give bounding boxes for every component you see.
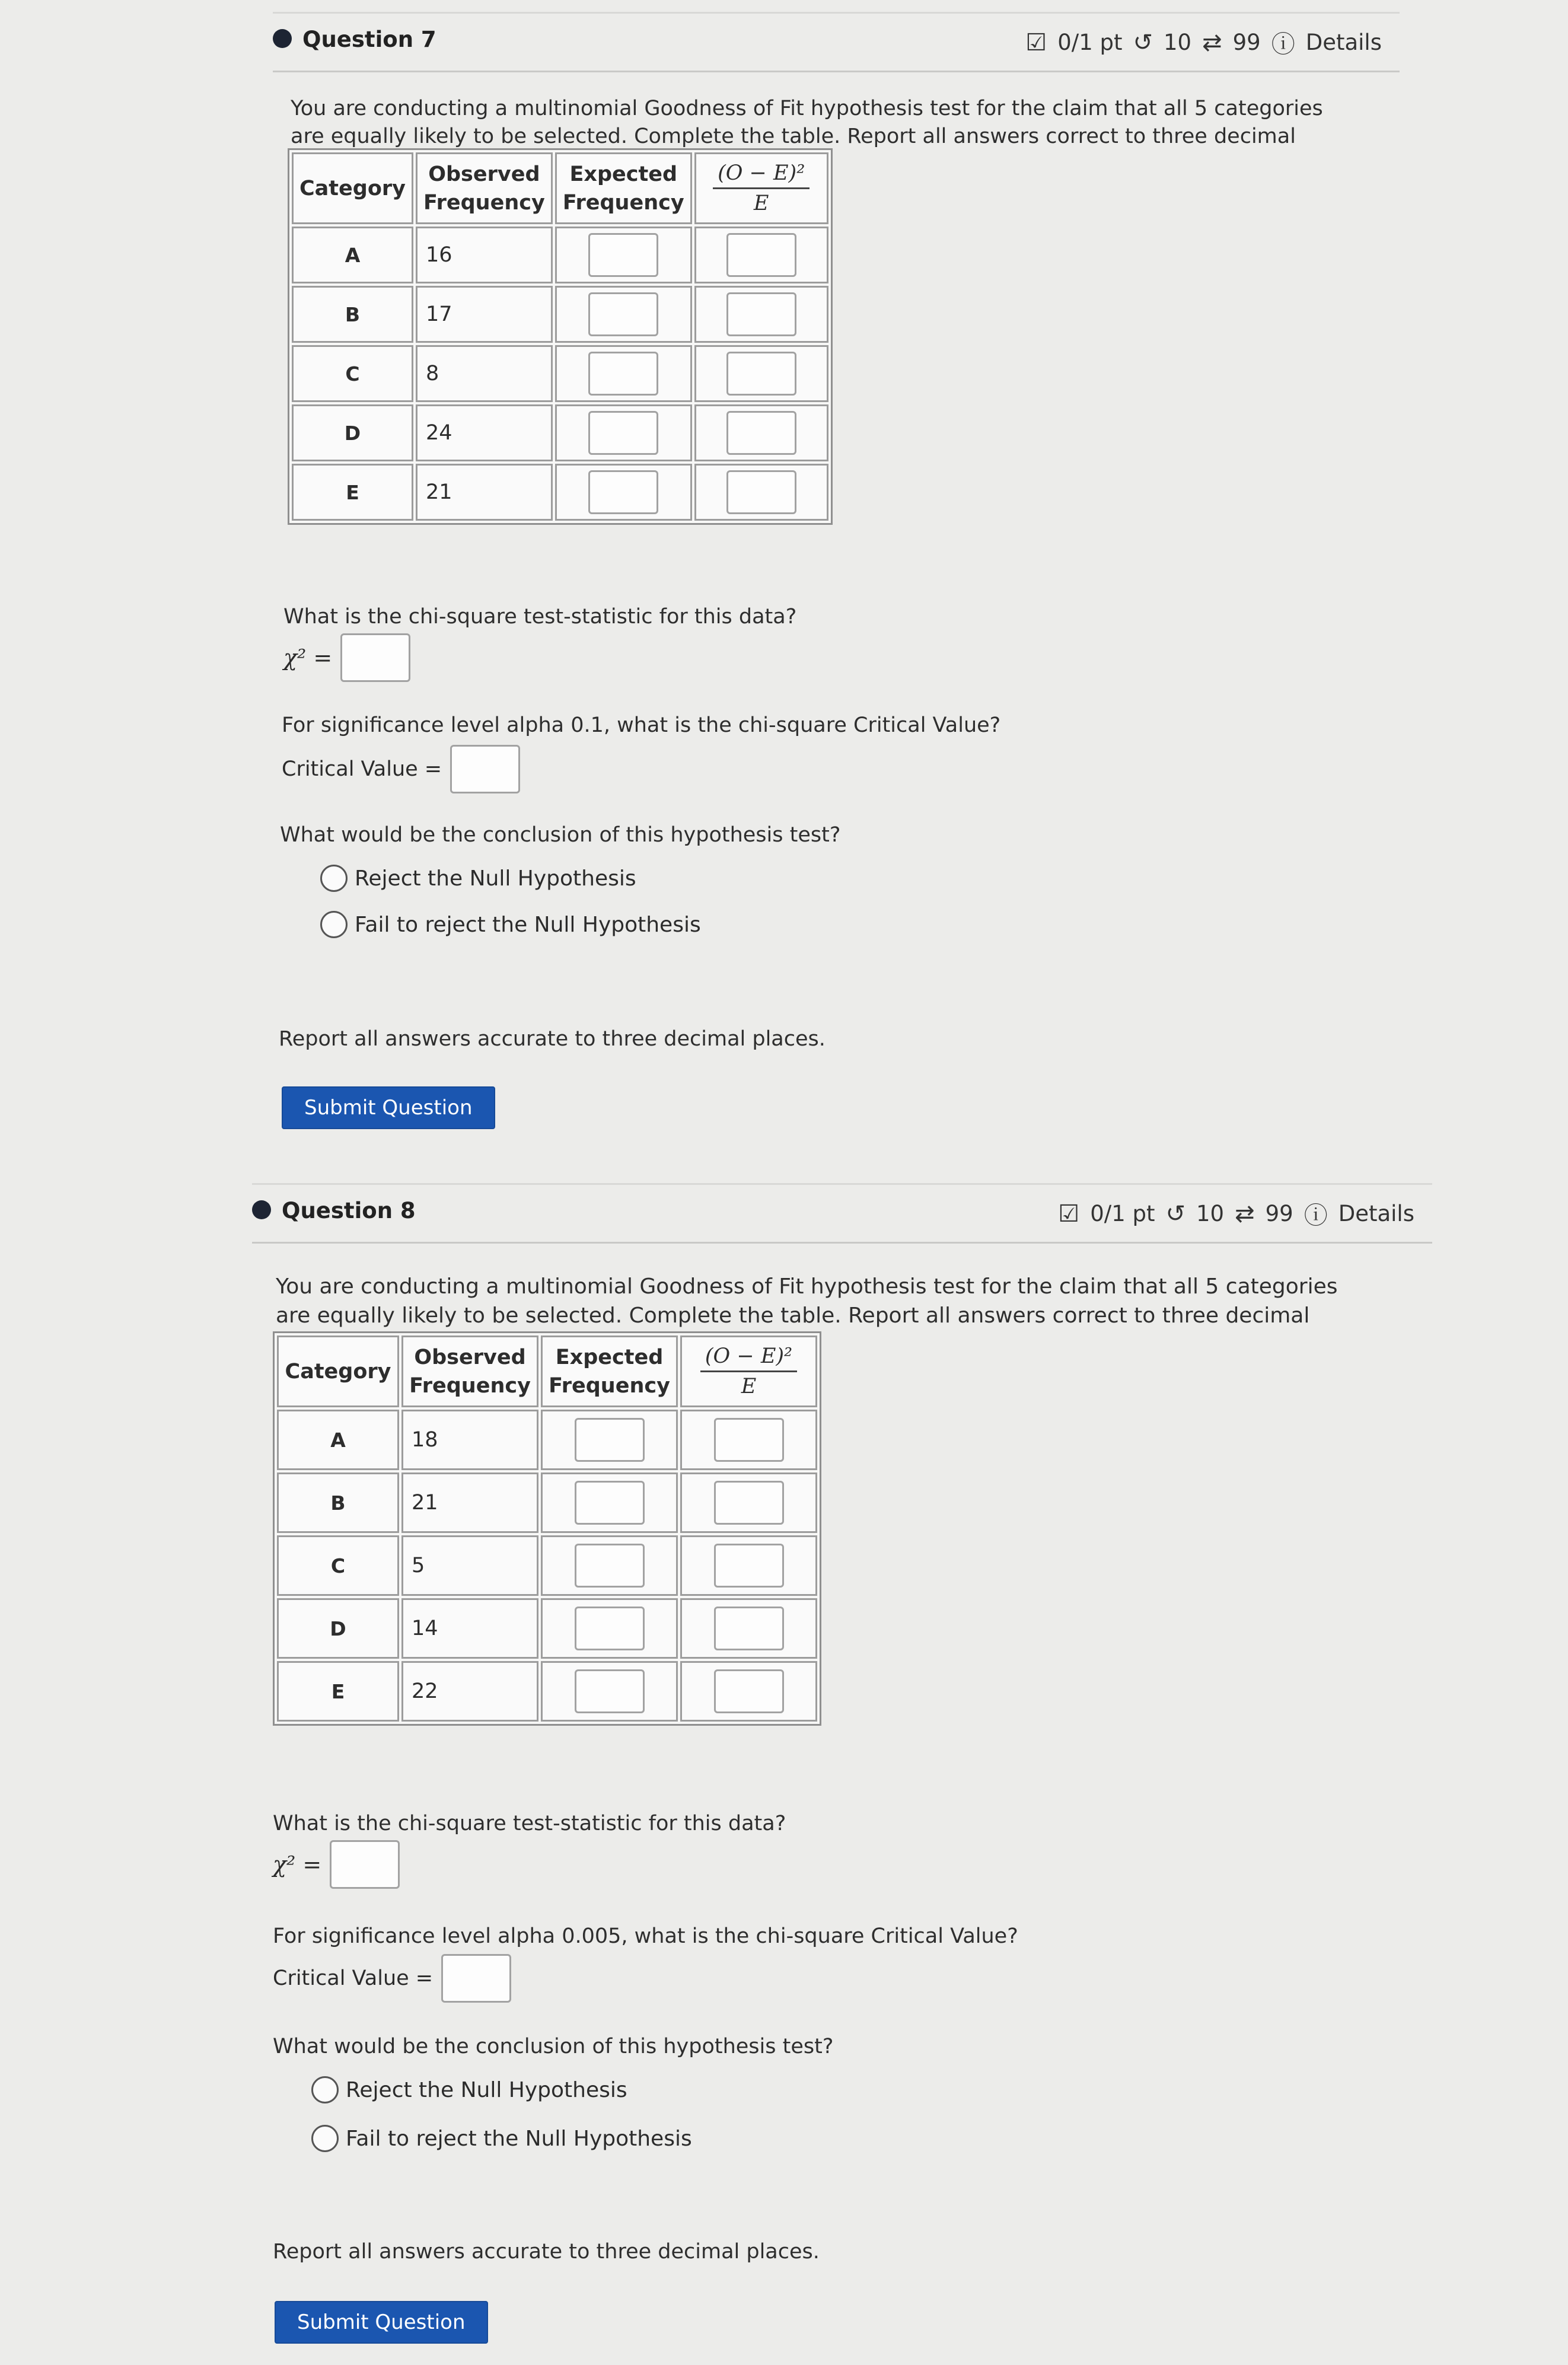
- checkbox-edit-icon: ☑: [1058, 1200, 1080, 1228]
- retries-text: 99: [1265, 1201, 1293, 1226]
- contribution-input[interactable]: [726, 411, 796, 455]
- contribution-input[interactable]: [726, 233, 796, 277]
- category-cell: E: [277, 1661, 399, 1722]
- info-icon[interactable]: ⓘ: [1304, 1202, 1328, 1229]
- formula-numerator: (O − E)²: [700, 1342, 797, 1372]
- bullet-icon: [273, 29, 292, 48]
- critical-value-label: Critical Value =: [282, 757, 442, 781]
- critical-value-input[interactable]: [441, 1954, 511, 2003]
- frequency-table: [273, 1331, 821, 1726]
- expected-cell: [555, 464, 692, 521]
- formula-fraction: [713, 159, 810, 218]
- expected-cell: [555, 286, 692, 343]
- category-cell: B: [277, 1472, 399, 1533]
- repeat-icon: ⇄: [1202, 28, 1222, 56]
- expected-line-2: Frequency: [549, 1373, 670, 1398]
- undo-icon: ↺: [1133, 28, 1153, 56]
- observed-cell: 18: [401, 1410, 538, 1470]
- expected-input[interactable]: [575, 1544, 645, 1588]
- question-title: Question 8: [282, 1198, 416, 1223]
- question-8: [252, 1183, 1432, 2345]
- observed-cell: 21: [401, 1472, 538, 1533]
- details-link[interactable]: Details: [1305, 30, 1382, 55]
- bullet-icon: [252, 1200, 271, 1219]
- critical-value-input[interactable]: [450, 745, 520, 793]
- radio-fail-to-reject[interactable]: [320, 911, 701, 938]
- critical-value-prompt: For significance level alpha 0.1, what is the chi-square Critical Value?: [282, 713, 1001, 737]
- col-header-observed: [401, 1336, 538, 1407]
- question-meta: [1025, 26, 1382, 59]
- category-cell: C: [277, 1535, 399, 1596]
- col-header-category: Category: [292, 152, 413, 224]
- undo-icon: ↺: [1165, 1200, 1186, 1228]
- radio-circle[interactable]: [320, 911, 348, 938]
- expected-input[interactable]: [588, 411, 658, 455]
- expected-input[interactable]: [588, 233, 658, 277]
- stat-row: [273, 1840, 400, 1889]
- contribution-input[interactable]: [726, 292, 796, 336]
- col-header-expected: [555, 152, 692, 224]
- contribution-cell: [680, 1472, 817, 1533]
- category-cell: D: [277, 1598, 399, 1659]
- expected-line-1: Expected: [555, 1345, 664, 1369]
- expected-input[interactable]: [588, 292, 658, 336]
- checkbox-edit-icon: ☑: [1025, 28, 1047, 56]
- expected-input[interactable]: [575, 1418, 645, 1462]
- conclusion-prompt: What would be the conclusion of this hypothesis test?: [273, 2035, 834, 2058]
- observed-line-2: Frequency: [423, 190, 545, 215]
- observed-cell: 21: [416, 464, 553, 521]
- observed-cell: 14: [401, 1598, 538, 1659]
- question-header: [252, 1183, 1432, 1244]
- stat-prompt: What is the chi-square test-statistic for this data?: [283, 605, 797, 629]
- radio-reject[interactable]: [311, 2076, 627, 2103]
- col-header-formula: [694, 152, 828, 224]
- radio-label: Fail to reject the Null Hypothesis: [346, 2126, 692, 2151]
- contribution-cell: [694, 404, 828, 461]
- points-text: 0/1 pt: [1057, 30, 1123, 55]
- category-cell: C: [292, 345, 413, 402]
- expected-cell: [555, 345, 692, 402]
- category-cell: E: [292, 464, 413, 521]
- contribution-cell: [680, 1410, 817, 1470]
- expected-cell: [541, 1598, 678, 1659]
- expected-input[interactable]: [575, 1481, 645, 1525]
- frequency-table: [288, 148, 833, 525]
- contribution-input[interactable]: [714, 1418, 784, 1462]
- category-cell: A: [292, 227, 413, 283]
- chi-square-label: χ² =: [273, 1851, 322, 1878]
- points-text: 0/1 pt: [1090, 1201, 1155, 1226]
- expected-cell: [555, 404, 692, 461]
- radio-fail-to-reject[interactable]: [311, 2125, 692, 2152]
- question-header: [273, 12, 1400, 72]
- expected-cell: [555, 227, 692, 283]
- observed-line-1: Observed: [428, 162, 540, 186]
- col-header-expected: [541, 1336, 678, 1407]
- contribution-cell: [680, 1661, 817, 1722]
- question-7: [273, 12, 1400, 1139]
- conclusion-prompt: What would be the conclusion of this hypothesis test?: [280, 823, 841, 847]
- chi-square-label: χ² =: [283, 645, 333, 671]
- radio-label: Reject the Null Hypothesis: [346, 2077, 627, 2102]
- expected-cell: [541, 1535, 678, 1596]
- formula-denominator: E: [753, 192, 769, 215]
- question-intro: You are conducting a multinomial Goodness of Fit hypothesis test for the claim that all 5 categories are equally likely to be selected. Complete the table. Report all answers correct to three decimal: [291, 97, 1323, 148]
- observed-cell: 17: [416, 286, 553, 343]
- expected-input[interactable]: [588, 352, 658, 396]
- report-note: Report all answers accurate to three decimal places.: [279, 1027, 826, 1051]
- observed-line-2: Frequency: [409, 1373, 531, 1398]
- radio-circle[interactable]: [311, 2076, 339, 2103]
- critical-value-label: Critical Value =: [273, 1966, 434, 1990]
- observed-line-1: Observed: [414, 1345, 526, 1369]
- contribution-cell: [694, 227, 828, 283]
- contribution-cell: [680, 1535, 817, 1596]
- question-title: Question 7: [302, 27, 436, 52]
- observed-cell: 8: [416, 345, 553, 402]
- report-note: Report all answers accurate to three decimal places.: [273, 2240, 820, 2264]
- repeat-icon: ⇄: [1235, 1200, 1255, 1228]
- col-header-observed: [416, 152, 553, 224]
- stat-prompt: What is the chi-square test-statistic for this data?: [273, 1812, 786, 1835]
- submit-button[interactable]: Submit Question: [275, 2301, 488, 2344]
- category-cell: D: [292, 404, 413, 461]
- contribution-cell: [694, 464, 828, 521]
- retries-text: 99: [1232, 30, 1261, 55]
- radio-reject[interactable]: [320, 865, 636, 892]
- chi-square-input[interactable]: [330, 1840, 400, 1889]
- expected-input[interactable]: [575, 1669, 645, 1713]
- observed-cell: 22: [401, 1661, 538, 1722]
- contribution-input[interactable]: [714, 1544, 784, 1588]
- formula-numerator: (O − E)²: [713, 159, 810, 189]
- critical-value-row: [282, 745, 520, 793]
- radio-label: Fail to reject the Null Hypothesis: [355, 912, 701, 937]
- observed-cell: 5: [401, 1535, 538, 1596]
- contribution-cell: [680, 1598, 817, 1659]
- submit-button[interactable]: Submit Question: [282, 1086, 495, 1129]
- contribution-input[interactable]: [714, 1481, 784, 1525]
- contribution-input[interactable]: [726, 470, 796, 514]
- expected-cell: [541, 1472, 678, 1533]
- contribution-cell: [694, 345, 828, 402]
- contribution-cell: [694, 286, 828, 343]
- formula-denominator: E: [741, 1375, 757, 1398]
- contribution-input[interactable]: [714, 1607, 784, 1650]
- chi-square-input[interactable]: [340, 633, 410, 682]
- stat-row: [283, 633, 410, 682]
- critical-value-row: [273, 1954, 511, 2003]
- critical-value-prompt: For significance level alpha 0.005, what is the chi-square Critical Value?: [273, 1924, 1018, 1948]
- radio-circle[interactable]: [311, 2125, 339, 2152]
- col-header-formula: [680, 1336, 817, 1407]
- attempts-text: 10: [1196, 1201, 1225, 1226]
- observed-cell: 16: [416, 227, 553, 283]
- info-icon[interactable]: ⓘ: [1271, 31, 1295, 58]
- observed-cell: 24: [416, 404, 553, 461]
- contribution-input[interactable]: [726, 352, 796, 396]
- radio-label: Reject the Null Hypothesis: [355, 866, 636, 891]
- question-meta: [1058, 1197, 1414, 1231]
- radio-circle[interactable]: [320, 865, 348, 892]
- formula-fraction: [700, 1342, 797, 1401]
- question-intro: You are conducting a multinomial Goodness of Fit hypothesis test for the claim that all 5 categories are equally likely to be selected. Complete the table. Report all answers correct to three decimal: [276, 1274, 1338, 1328]
- category-cell: A: [277, 1410, 399, 1470]
- details-link[interactable]: Details: [1338, 1201, 1414, 1226]
- expected-line-1: Expected: [569, 162, 678, 186]
- expected-input[interactable]: [588, 470, 658, 514]
- col-header-category: Category: [277, 1336, 399, 1407]
- expected-cell: [541, 1410, 678, 1470]
- category-cell: B: [292, 286, 413, 343]
- expected-input[interactable]: [575, 1607, 645, 1650]
- contribution-input[interactable]: [714, 1669, 784, 1713]
- attempts-text: 10: [1164, 30, 1192, 55]
- expected-line-2: Frequency: [562, 190, 684, 215]
- expected-cell: [541, 1661, 678, 1722]
